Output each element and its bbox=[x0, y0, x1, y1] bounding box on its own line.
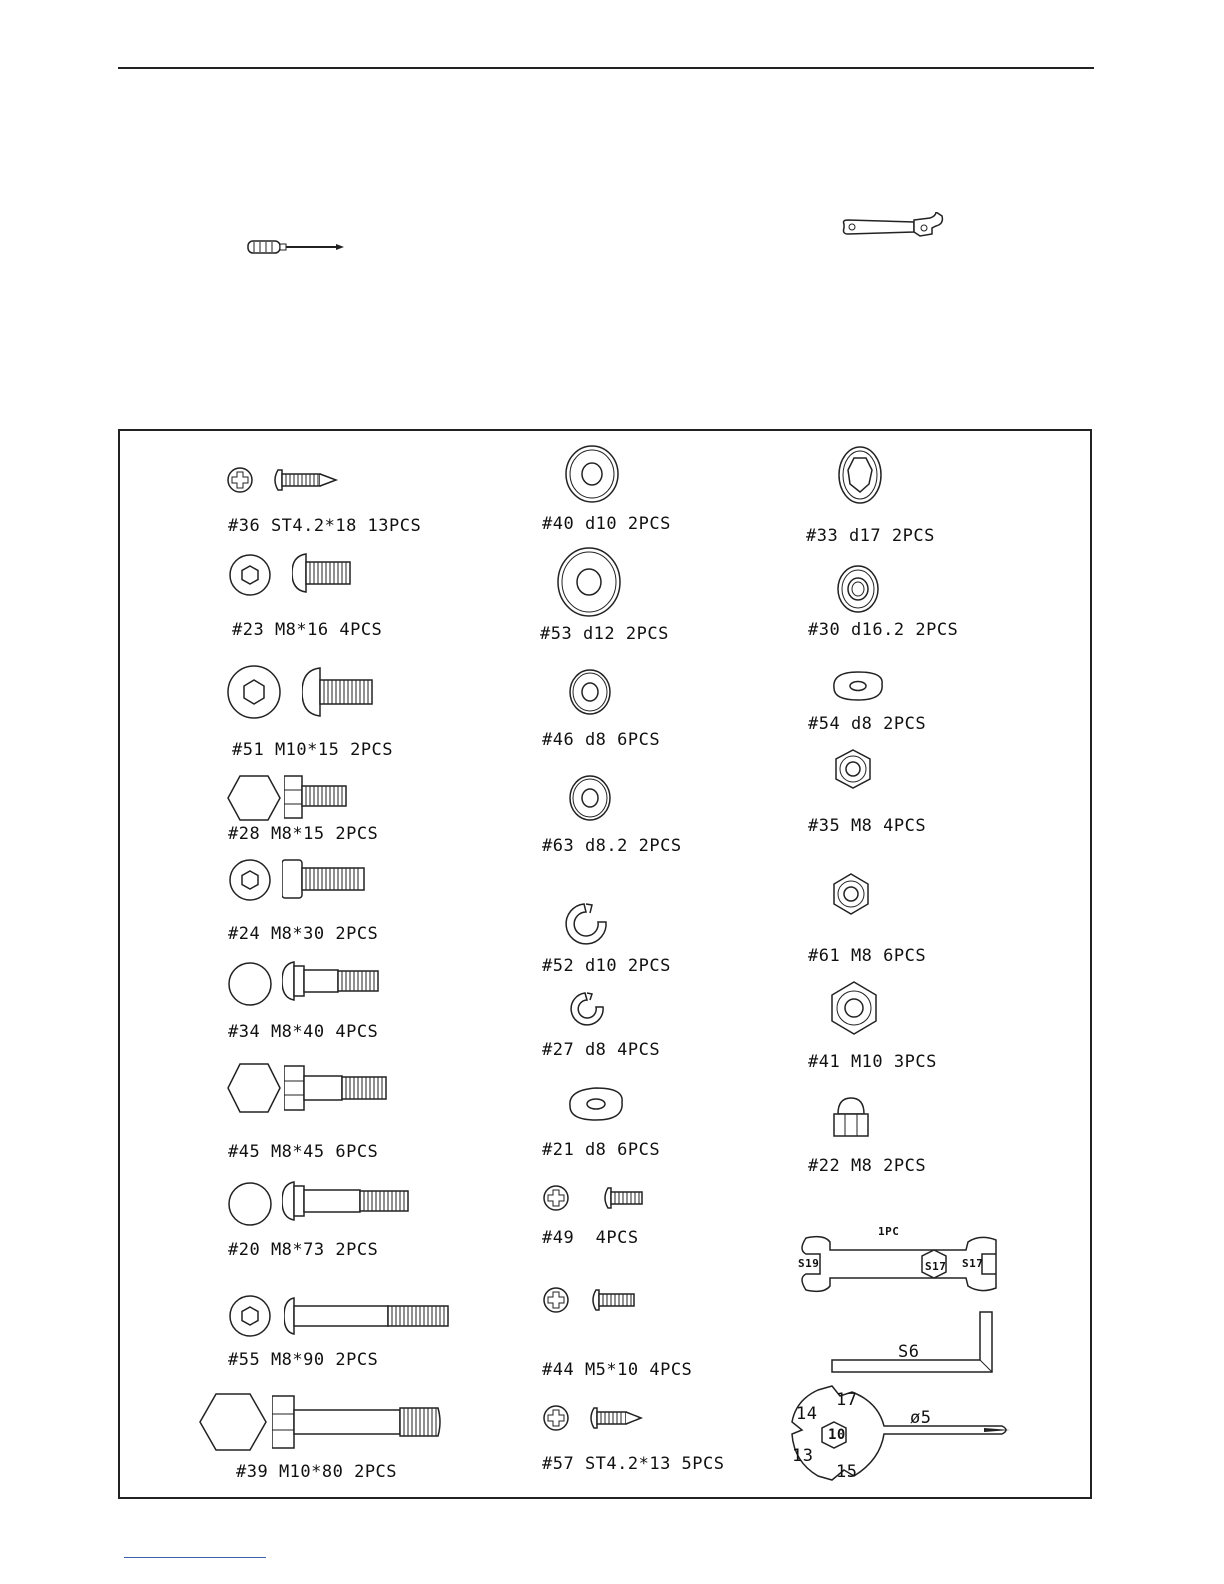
hex-bolt-icon bbox=[284, 774, 348, 820]
footer-link-underline bbox=[124, 1557, 266, 1558]
spring-washer-icon bbox=[568, 990, 606, 1028]
curved-washer-icon bbox=[830, 668, 886, 704]
phillips-head-icon bbox=[542, 1404, 570, 1432]
spring-washer-icon bbox=[562, 900, 610, 948]
part-label-27: #27 d8 4PCS bbox=[542, 1040, 661, 1060]
hex-socket-head-icon bbox=[228, 553, 272, 597]
part-label-61: #61 M8 6PCS bbox=[808, 946, 927, 966]
part-label-63: #63 d8.2 2PCS bbox=[542, 836, 682, 856]
round-head-icon bbox=[226, 960, 274, 1008]
curved-washer-icon bbox=[566, 1084, 626, 1124]
hex-head-icon bbox=[198, 1392, 268, 1452]
shoulder-bolt-icon bbox=[282, 960, 380, 1002]
tab-washer-icon bbox=[836, 444, 884, 506]
machine-screw-icon bbox=[602, 1186, 644, 1210]
part-label-24: #24 M8*30 2PCS bbox=[228, 924, 379, 944]
part-label-20: #20 M8*73 2PCS bbox=[228, 1240, 379, 1260]
screwdriver-icon bbox=[246, 238, 346, 258]
multi-tool-size-10: 10 bbox=[828, 1427, 846, 1443]
hex-nut-icon bbox=[828, 980, 880, 1036]
multi-tool-size-15: 15 bbox=[836, 1462, 858, 1482]
multi-tool-size-13: 13 bbox=[792, 1446, 814, 1466]
phillips-head-icon bbox=[542, 1184, 570, 1212]
multi-tool-size-17: 17 bbox=[836, 1390, 858, 1410]
part-label-34: #34 M8*40 4PCS bbox=[228, 1022, 379, 1042]
flat-washer-icon bbox=[564, 444, 620, 504]
flat-washer-icon bbox=[556, 546, 622, 618]
part-label-28: #28 M8*15 2PCS bbox=[228, 824, 379, 844]
part-label-45: #45 M8*45 6PCS bbox=[228, 1142, 379, 1162]
button-head-bolt-icon bbox=[302, 666, 374, 718]
socket-cap-bolt-icon bbox=[282, 858, 366, 900]
multi-tool-shaft-size: ø5 bbox=[910, 1408, 932, 1428]
part-label-55: #55 M8*90 2PCS bbox=[228, 1350, 379, 1370]
hex-shoulder-bolt-icon bbox=[284, 1064, 388, 1112]
round-head-icon bbox=[226, 1180, 274, 1228]
shoulder-bolt-icon bbox=[282, 1180, 410, 1222]
machine-screw-icon bbox=[590, 1288, 636, 1312]
multi-tool-size-14: 14 bbox=[796, 1404, 818, 1424]
allen-key-size: S6 bbox=[898, 1342, 920, 1362]
button-head-bolt-icon bbox=[292, 552, 352, 594]
phillips-head-icon bbox=[542, 1286, 570, 1314]
adjustable-wrench-icon bbox=[840, 212, 946, 240]
cap-nut-icon bbox=[830, 1094, 872, 1140]
part-label-36: #36 ST4.2*18 13PCS bbox=[228, 516, 422, 536]
wrench-qty-label: 1PC bbox=[878, 1225, 900, 1238]
wrench-size-s17-right: S17 bbox=[962, 1257, 984, 1270]
hex-head-icon bbox=[226, 774, 282, 822]
part-label-40: #40 d10 2PCS bbox=[542, 514, 671, 534]
part-label-54: #54 d8 2PCS bbox=[808, 714, 927, 734]
tapping-screw-icon bbox=[588, 1406, 644, 1430]
part-label-46: #46 d8 6PCS bbox=[542, 730, 661, 750]
part-label-23: #23 M8*16 4PCS bbox=[232, 620, 383, 640]
part-label-41: #41 M10 3PCS bbox=[808, 1052, 937, 1072]
flat-washer-icon bbox=[568, 668, 612, 716]
multi-socket-tool-icon bbox=[788, 1382, 1014, 1484]
phillips-head-icon bbox=[226, 466, 254, 494]
long-hex-bolt-icon bbox=[272, 1394, 444, 1450]
part-label-49: #49 4PCS bbox=[542, 1228, 639, 1248]
hex-head-icon bbox=[226, 1062, 282, 1114]
wrench-size-s19: S19 bbox=[798, 1257, 820, 1270]
part-label-57: #57 ST4.2*13 5PCS bbox=[542, 1454, 725, 1474]
flat-washer-icon bbox=[836, 564, 880, 614]
long-button-head-bolt-icon bbox=[284, 1296, 450, 1336]
hex-socket-head-icon bbox=[228, 858, 272, 902]
part-label-39: #39 M10*80 2PCS bbox=[236, 1462, 398, 1482]
part-label-22: #22 M8 2PCS bbox=[808, 1156, 927, 1176]
tapping-screw-icon bbox=[272, 468, 340, 492]
hex-nut-icon bbox=[830, 872, 872, 916]
wrench-size-s17-center: S17 bbox=[925, 1260, 947, 1273]
part-label-33: #33 d17 2PCS bbox=[806, 526, 935, 546]
part-label-30: #30 d16.2 2PCS bbox=[808, 620, 959, 640]
hex-nut-icon bbox=[832, 748, 874, 790]
part-label-21: #21 d8 6PCS bbox=[542, 1140, 661, 1160]
part-label-52: #52 d10 2PCS bbox=[542, 956, 671, 976]
hex-socket-head-icon bbox=[228, 1294, 272, 1338]
flat-washer-icon bbox=[568, 774, 612, 822]
part-label-44: #44 M5*10 4PCS bbox=[542, 1360, 693, 1380]
part-label-51: #51 M10*15 2PCS bbox=[232, 740, 394, 760]
part-label-53: #53 d12 2PCS bbox=[540, 624, 669, 644]
top-rule bbox=[118, 67, 1094, 69]
hex-socket-head-icon bbox=[226, 664, 282, 720]
part-label-35: #35 M8 4PCS bbox=[808, 816, 927, 836]
